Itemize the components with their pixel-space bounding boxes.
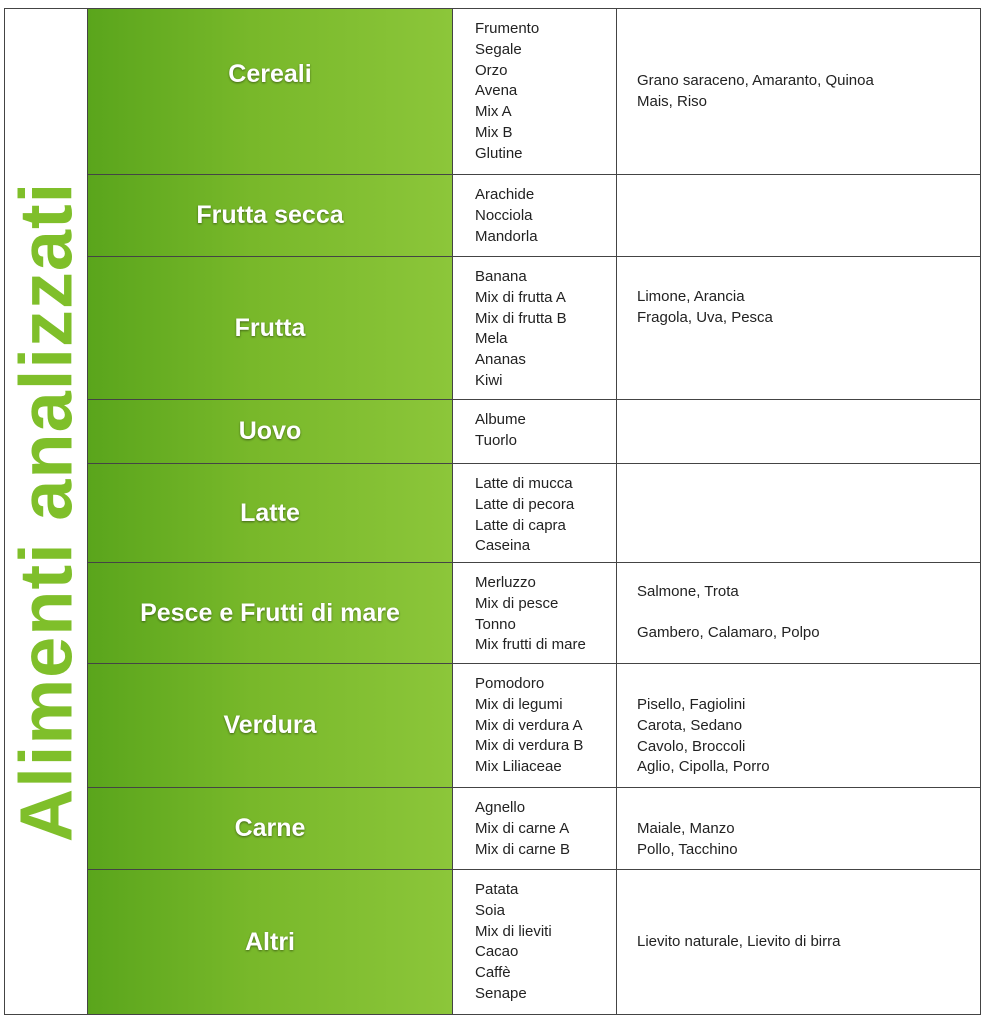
items-cell <box>453 257 617 399</box>
item: Soia <box>475 901 506 919</box>
table-row-verdura <box>88 664 980 788</box>
extra-item: Grano saraceno, Amaranto, Quinoa <box>637 71 874 89</box>
category-cell <box>88 9 453 174</box>
item: Mix di carne B <box>475 840 571 858</box>
item: Segale <box>475 40 522 58</box>
extra-item: Salmone, Trota <box>637 583 739 601</box>
table-row-frutta-secca <box>88 175 980 257</box>
extra-cell <box>617 9 980 174</box>
extra-item: Lievito naturale, Lievito di birra <box>637 932 841 950</box>
item: Albume <box>475 411 526 428</box>
extra-cell <box>617 870 980 1014</box>
table-row-latte <box>88 464 980 563</box>
item: Senape <box>475 984 527 1002</box>
extra-cell <box>617 257 980 399</box>
extra-item: Gambero, Calamaro, Polpo <box>637 624 820 641</box>
extra-cell <box>617 788 980 869</box>
table-row-altri <box>88 870 980 1014</box>
category-label: Frutta secca <box>196 201 344 229</box>
extra-cell <box>617 563 980 663</box>
food-table-frame <box>4 8 981 1015</box>
item: Patata <box>475 881 519 898</box>
item: Mela <box>475 330 508 348</box>
item: Mix di carne A <box>475 819 570 837</box>
category-cell <box>88 175 453 256</box>
food-table <box>88 9 980 1014</box>
item: Mix di pesce <box>475 594 559 612</box>
extra-cell <box>617 664 980 787</box>
extra-cell <box>617 400 980 463</box>
item: Mix di verdura B <box>475 737 584 755</box>
item: Mix di frutta B <box>475 309 567 327</box>
item: Mix di lieviti <box>475 922 552 940</box>
table-row-uovo <box>88 400 980 464</box>
side-title: Alimenti analizzati <box>5 181 88 842</box>
item: Mix A <box>475 103 512 121</box>
item: Mix di verdura A <box>475 716 583 734</box>
extra-item: Mais, Riso <box>637 92 708 110</box>
item: Kiwi <box>475 371 503 389</box>
category-label: Uovo <box>238 417 302 445</box>
extra-cell <box>617 464 980 562</box>
table-row-pesce <box>88 563 980 664</box>
item: Ananas <box>475 351 526 369</box>
item: Orzo <box>475 61 508 79</box>
item: Caseina <box>475 537 531 555</box>
table-row-carne <box>88 788 980 870</box>
extra-item: Fragola, Uva, Pesca <box>637 308 773 326</box>
items-cell <box>453 563 617 663</box>
items-cell <box>453 175 617 256</box>
item: Merluzzo <box>475 574 536 591</box>
item: Tonno <box>475 615 516 633</box>
table-row-cereali <box>88 9 980 175</box>
category-cell <box>88 563 453 663</box>
items-cell <box>453 9 617 174</box>
category-cell <box>88 400 453 463</box>
item: Tuorlo <box>475 431 517 449</box>
category-cell <box>88 664 453 787</box>
item: Agnello <box>475 799 526 816</box>
category-label: Latte <box>240 498 300 527</box>
item: Nocciola <box>475 206 533 224</box>
extra-item: Limone, Arancia <box>637 288 745 305</box>
extra-item: Aglio, Cipolla, Porro <box>637 758 770 776</box>
item: Mandorla <box>475 227 538 245</box>
item: Banana <box>475 268 527 285</box>
items-cell <box>453 400 617 463</box>
item: Mix di legumi <box>475 695 563 713</box>
item: Glutine <box>475 144 523 162</box>
item: Latte di capra <box>475 516 566 534</box>
extra-item: Maiale, Manzo <box>637 820 735 837</box>
extra-item: Carota, Sedano <box>637 716 743 734</box>
category-label: Pesce e Frutti di mare <box>140 598 400 627</box>
category-cell <box>88 257 453 399</box>
item: Frumento <box>475 20 540 37</box>
item: Latte di mucca <box>475 475 573 492</box>
items-cell <box>453 870 617 1014</box>
category-cell <box>88 870 453 1014</box>
item: Arachide <box>475 186 535 203</box>
item: Mix di frutta A <box>475 288 566 306</box>
item: Mix B <box>475 123 513 141</box>
items-cell <box>453 664 617 787</box>
table-row-frutta <box>88 257 980 400</box>
category-cell <box>88 464 453 562</box>
item: Avena <box>475 82 518 100</box>
extra-item: Pollo, Tacchino <box>637 840 738 858</box>
category-cell <box>88 788 453 869</box>
category-label: Altri <box>245 927 295 956</box>
extra-item: Cavolo, Broccoli <box>637 737 746 755</box>
item: Caffè <box>475 964 511 982</box>
items-cell <box>453 464 617 562</box>
category-label: Frutta <box>234 313 306 342</box>
extra-cell <box>617 175 980 256</box>
side-title-panel <box>5 9 88 1014</box>
items-cell <box>453 788 617 869</box>
category-label: Carne <box>234 814 306 842</box>
item: Cacao <box>475 943 519 961</box>
category-label: Verdura <box>223 711 317 739</box>
category-label: Cereali <box>228 60 312 88</box>
extra-item: Pisello, Fagiolini <box>637 696 746 713</box>
item: Latte di pecora <box>475 495 575 513</box>
item: Mix frutti di mare <box>475 636 586 654</box>
item: Mix Liliaceae <box>475 758 562 776</box>
item: Pomodoro <box>475 675 545 692</box>
